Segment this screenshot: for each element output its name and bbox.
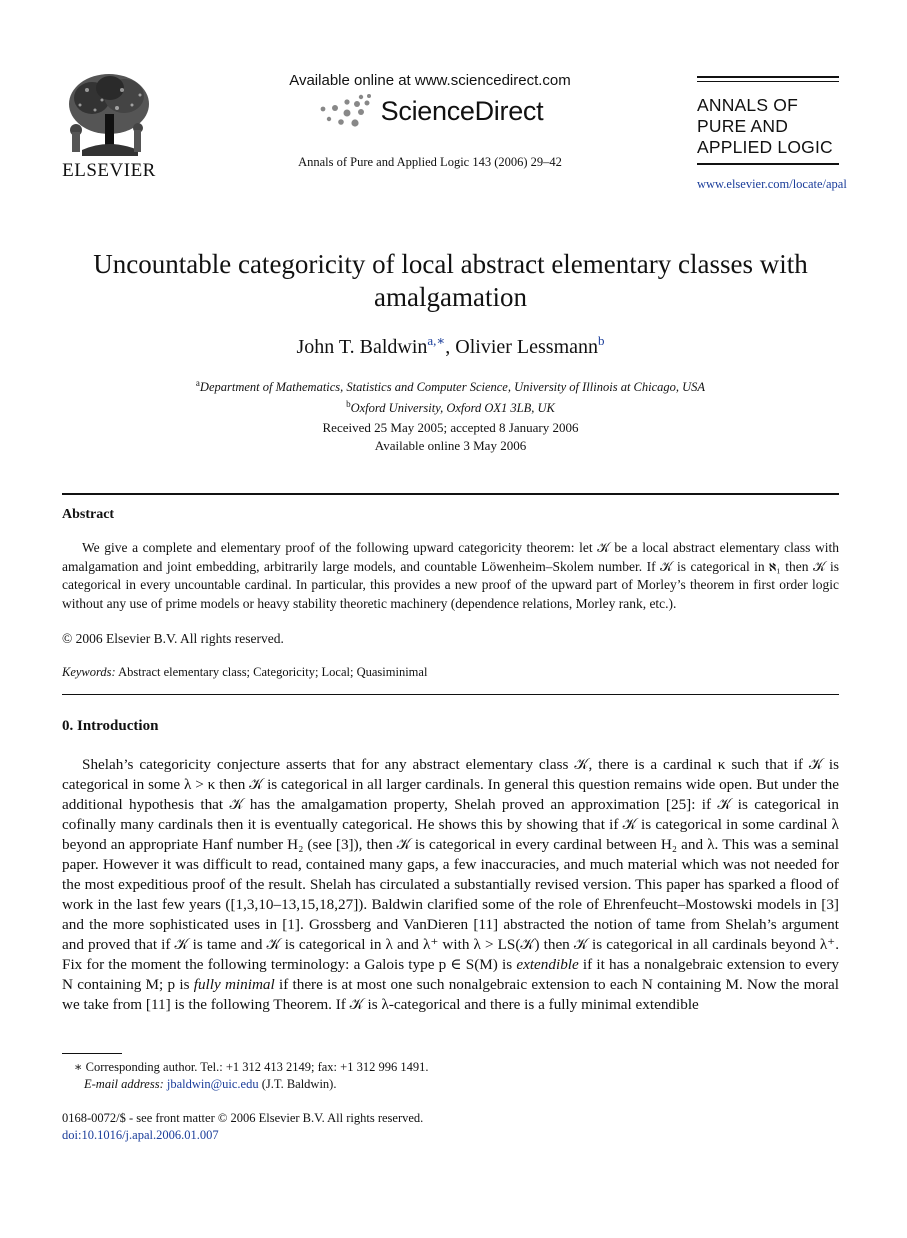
article-title: Uncountable categoricity of local abstract elementary classes with amalgamation [93,249,808,312]
elsevier-tree-icon [62,70,156,158]
keywords [62,665,427,680]
issn-copyright: 0168-0072/$ - see front matter © 2006 Elsevier B.V. All rights reserved. [62,1111,424,1125]
email-label: E-mail address: [84,1077,164,1091]
email-suffix: (J.T. Baldwin). [261,1077,337,1091]
affil-marker: a [195,378,200,388]
journal-reference: Annals of Pure and Applied Logic 143 (2006) 29–42 [298,155,562,169]
sciencedirect-dots-icon [317,93,375,129]
affiliations [62,375,839,417]
masthead-rule-top-thin [697,81,839,82]
body-text [62,755,839,1015]
journal-name [697,95,839,158]
online-date: Available online 3 May 2006 [374,438,527,453]
keywords-list: Abstract elementary class; Categoricity; Local; Quasiminimal [118,665,428,679]
journal-masthead [697,76,847,192]
keywords-label: Keywords: [62,665,116,679]
paragraph-text: if it has a nonalgebraic extension to every N containing M; p is [62,956,839,993]
affiliation-text: Oxford University, Oxford OX1 3LB, UK [350,401,555,415]
section-heading: 0. Introduction [62,718,159,734]
received-date: Received 25 May 2005; accepted 8 January 2006 [322,420,579,435]
defined-term: fully minimal [193,976,275,993]
author-name: John T. Baldwin [296,336,428,358]
abstract-rule-bottom [62,694,839,695]
sciencedirect-block [280,72,580,170]
journal-url-link[interactable] [697,176,847,192]
corresponding-author-note: ∗ Corresponding author. Tel.: +1 312 413 2149; fax: +1 312 996 1491. [74,1060,429,1074]
affiliation-a [62,375,839,396]
available-online-text: Available online at www.sciencedirect.com [289,72,571,89]
doi-link[interactable]: doi:10.1016/j.apal.2006.01.007 [62,1128,219,1142]
journal-name-line: ANNALS OF [697,95,798,115]
defined-term: extendible [516,956,579,973]
sciencedirect-logo [280,93,580,129]
paragraph-text: Shelah’s categoricity conjecture asserts that for any abstract elementary class 𝒦, there is a cardinal κ such that if 𝒦 is categorical in some λ > κ then 𝒦 is categorical in all larger cardinals. In general this question remains wide open. But under the additional hypothesis that 𝒦 has the amalgamation property, Shelah proved an approximation [25]: if 𝒦 is categorical in cofinally many cardinals then it is eventually categorical. He shows this by showing that if 𝒦 is categorical in some cardinal λ beyond an appropriate Hanf number H₂ (see [3]), then 𝒦 is categorical in every cardinal between H₂ and λ. This was a seminal paper. However it was difficult to read, contained many gaps, a few inaccuracies, and much material which was not needed for the most expeditious proof of the result. Shelah has circulated a substantially revised version. This paper has sparked a flood of work in the last few years ([1,3,10–13,15,18,27]). Baldwin clarified some of the role of Ehrenfeucht–Mostowski models in [3] and the more sophisticated uses in [1]. Grossberg and VanDieren [11] abstracted the notion of tame from Shelah’s argument and proved that if 𝒦 is tame and 𝒦 is categorical in λ and λ⁺ with λ > LS(𝒦) then 𝒦 is categorical in all cardinals beyond λ⁺. Fix for the moment the following terminology: a Galois type p ∈ S(M) is [62,756,839,973]
abstract-heading: Abstract [62,507,115,522]
abstract-text: We give a complete and elementary proof of the following upward categoricity theorem: let 𝒦 be a local abstract elementary class with amalgamation and joint embedding, arbitrarily large models, and countable Löwenheim–Skolem number. If 𝒦 is categorical in ℵ₁ then 𝒦 is categorical in every uncountable cardinal. In particular, this provides a new proof of the upward part of Morley’s theorem in first order logic without any use of prime models or heavy stability theoretic machinery (dependence relations, Morley rank, etc.). [62,540,839,611]
elsevier-logo [62,70,156,182]
paragraph [62,755,839,1015]
author-affil-link[interactable]: a,∗ [427,333,446,348]
author-list: John T. Baldwin$^{a,∗}$, Olivier Lessmann$^b$ [296,333,605,358]
journal-name-line: PURE AND [697,116,789,136]
journal-url[interactable]: www.elsevier.com/locate/apal [697,176,847,191]
affiliation-text: Department of Mathematics, Statistics and Computer Science, University of Illinois at Chicago, USA [199,380,706,394]
email-note [62,1076,839,1093]
footnote-rule [62,1053,122,1054]
email-link[interactable]: jbaldwin@uic.edu [166,1077,259,1091]
article-dates [62,419,839,455]
sciencedirect-wordmark: ScienceDirect [380,95,544,126]
front-matter [62,1110,423,1144]
footnotes [62,1059,839,1093]
affiliation-b [62,396,839,417]
journal-name-line: APPLIED LOGIC [697,137,833,157]
abstract-rule-top [62,493,839,495]
masthead-rule-bottom [697,163,839,165]
author-name: Olivier Lessmann [455,336,599,358]
abstract-copyright: © 2006 Elsevier B.V. All rights reserved. [62,631,284,646]
publisher-name: ELSEVIER [62,160,156,181]
paragraph-text: if there is at most one such nonalgebraic extension to each N containing M. Now the moral we take from [11] is the following Theorem. If 𝒦 is λ-categorical and there is a fully minimal extendible [62,976,839,1013]
affil-marker: b [346,399,351,409]
author-affil-link[interactable]: b [598,333,605,348]
